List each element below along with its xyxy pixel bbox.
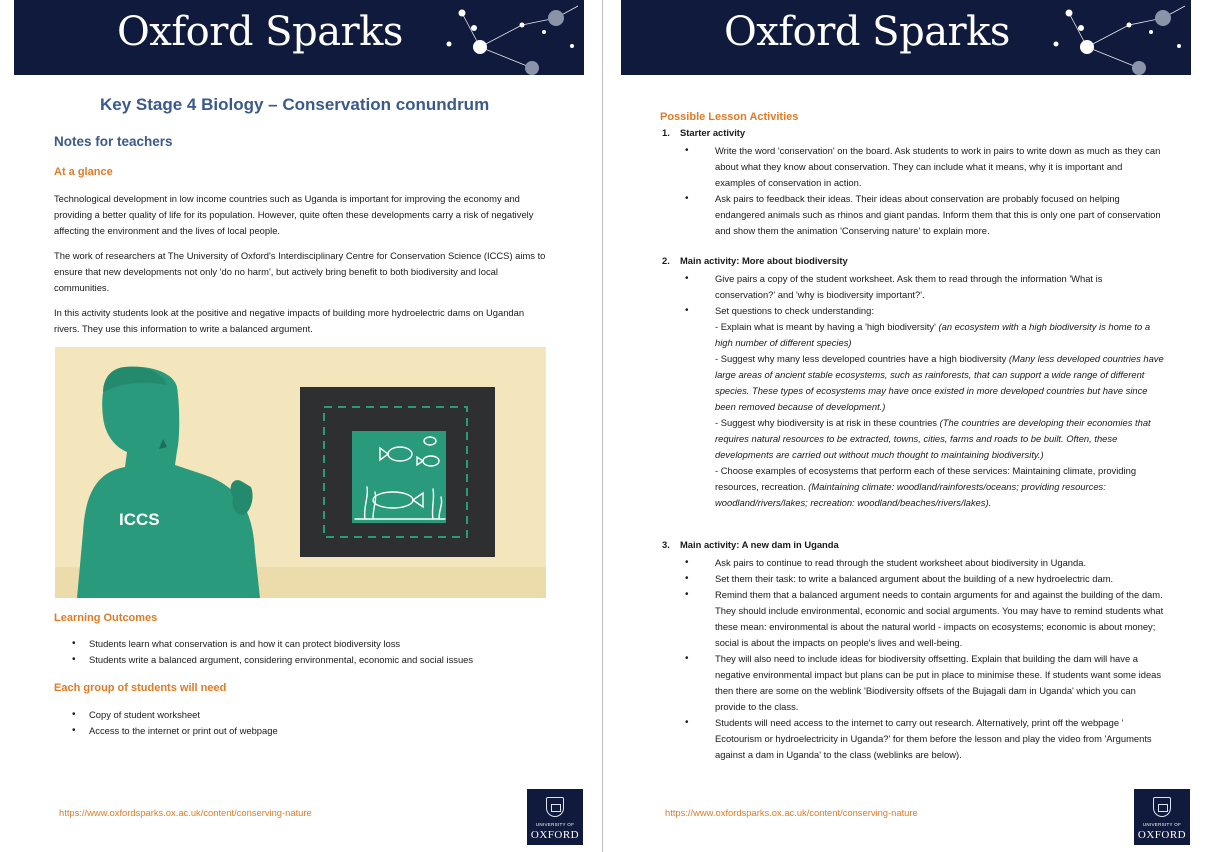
- header-banner: [621, 0, 1191, 75]
- question-1: - Explain what is meant by having a 'high biodiversity' (an ecosystem with a high biodiversity is home to a high number of different species): [715, 321, 1151, 348]
- activity-2-list: [685, 271, 1165, 511]
- list-item: • Remind them that a balanced argument needs to contain arguments for and against the building of the dam. They should include environmental, economic and social arguments. You may have to remind students what these mean: environmental is about the natural world - impacts on ecosystems; economic is about money; social is about the impacts on people's lives and well-being.: [685, 587, 1165, 651]
- oxford-university-logo: UNIVERSITY OF OXFORD: [527, 789, 583, 845]
- section-heading-at-a-glance: At a glance: [54, 166, 113, 178]
- activity-3-title: 3. Main activity: A new dam in Uganda: [662, 539, 839, 550]
- activity-1-list: [685, 143, 1165, 239]
- list-item: • Students will need access to the internet to carry out research. Alternatively, print off the webpage ' Ecotourism or hydroelectricity in Uganda?' for them before the lesson and play the video from 'Arguments against a dam in Uganda' to the class (weblinks are below).: [685, 715, 1165, 763]
- list-item: • Students learn what conservation is and how it can protect biodiversity loss: [72, 636, 552, 652]
- researcher-figure: [77, 367, 260, 598]
- brand-title: Oxford Sparks: [117, 9, 403, 55]
- question-4: - Choose examples of ecosystems that perform each of these services: Maintaining climate, providing resources, recreation. (Maintaining climate: woodland/rainforests/oceans; providing resources: woodland/rivers/lakes; recreation: woodland/beaches/rivers/lakes).: [715, 465, 1137, 508]
- list-item: • Write the word 'conservation' on the board. Ask students to work in pairs to write down as much as they can about what they know about conservation. They can include what it means, why it is important and examples of conservation in action.: [685, 143, 1165, 191]
- intro-paragraph-2: The work of researchers at The University of Oxford's Interdisciplinary Centre for Conservation Science (ICCS) aims to ensure that new developments not only 'do no harm', but actively bring benefit to both biodiversity and local communities.: [54, 250, 546, 293]
- list-item: • Copy of student worksheet: [72, 707, 552, 723]
- list-item: • Ask pairs to continue to read through the student worksheet about biodiversity in Uganda.: [685, 555, 1165, 571]
- list-item: • Set them their task: to write a balanced argument about the building of a new hydroelectric dam.: [685, 571, 1165, 587]
- activity-1-title: 1. Starter activity: [662, 127, 746, 138]
- question-3: - Suggest why biodiversity is at risk in these countries (The countries are developing their economies that requires natural resources to be extracted, towns, cities, farms and roads to be built. Often, these developments are carried out without much thought to maintaining biodiversity.): [715, 417, 1151, 460]
- header-banner: [14, 0, 584, 75]
- section-heading-learning-outcomes: Learning Outcomes: [54, 612, 158, 624]
- constellation-graphic: [1021, 0, 1191, 75]
- list-item: • Set questions to check understanding: - Explain what is meant by having a 'high biodiversity' (an ecosystem with a high biodiversity is home to a high number of different species) - Suggest why many less developed countries have a high biodiversity (Many less developed countries have large areas of ancient stable ecosystems, such as rainforests, that can support a wide range of different species. These types of ecosystems may have once existed in more developed countries but have since been removed because of development.) - Suggest why biodiversity is at risk in these countries (The countries are developing their economies that requires natural resources to be extracted, towns, cities, farms and roads to be built. Often, these developments are carried out without much thought to maintaining biodiversity.) - Choose examples of ecosystems that perform each of these services: Maintaining climate, providing resources, recreation. (Maintaining climate: woodland/rainforests/oceans; providing resources: woodland/rivers/lakes; recreation: woodland/beaches/rivers/lakes).: [685, 303, 1165, 511]
- list-item: • They will also need to include ideas for biodiversity offsetting. Explain that building the dam will have a negative environmental impact but plans can be put in place to minimise these. If students want some ideas then there are some on the weblink 'Biodiversity offsets of the Bujagali dam in Uganda' which you can provide to the class.: [685, 651, 1165, 715]
- conservation-illustration: [55, 347, 546, 598]
- list-item: • Ask pairs to feedback their ideas. Their ideas about conservation are probably focused on helping endangered animals such as rhinos and giant pandas. Inform them that this is only one part of conservation and show them the animation 'Conserving nature' to explain more.: [685, 191, 1165, 239]
- crest-icon: [1153, 797, 1171, 817]
- document-page-left: [0, 0, 602, 852]
- document-title: Key Stage 4 Biology – Conservation conundrum: [100, 95, 490, 114]
- page-divider: [602, 0, 603, 852]
- intro-paragraph-1: Technological development in low income countries such as Uganda is important for improving the economy and providing a better quality of life for its population. However, quite often these developments carry a risk of negatively affecting the environment and the lives of local people.: [54, 193, 534, 236]
- activity-3-list: [685, 555, 1165, 763]
- iccs-badge: ICCS: [119, 510, 160, 529]
- oxford-university-logo: UNIVERSITY OF OXFORD: [1134, 789, 1190, 845]
- list-item: • Students write a balanced argument, considering environmental, economic and social issues: [72, 652, 552, 668]
- question-2: - Suggest why many less developed countries have a high biodiversity (Many less developed countries have large areas of ancient stable ecosystems, such as rainforests, that can support a wide range of different species. These types of ecosystems may have once existed in more developed countries but have since been removed because of development.): [715, 353, 1164, 412]
- activity-2-title: 2. Main activity: More about biodiversity: [662, 255, 848, 266]
- intro-paragraph-3: In this activity students look at the positive and negative impacts of building more hydroelectric dams on Ugandan rivers. They use this information to write a balanced argument.: [54, 307, 525, 334]
- brand-title: Oxford Sparks: [724, 9, 1010, 55]
- section-heading-notes: Notes for teachers: [54, 134, 173, 149]
- footer-link[interactable]: https://www.oxfordsparks.ox.ac.uk/content/conserving-nature: [665, 807, 918, 818]
- document-page-right: [605, 0, 1206, 852]
- list-item: • Give pairs a copy of the student worksheet. Ask them to read through the information 'What is conservation?' and 'why is biodiversity important?'.: [685, 271, 1165, 303]
- group-needs-list: [72, 707, 552, 739]
- section-heading-group-needs: Each group of students will need: [54, 682, 227, 694]
- constellation-graphic: [414, 0, 584, 75]
- footer-link[interactable]: https://www.oxfordsparks.ox.ac.uk/content/conserving-nature: [59, 807, 312, 818]
- list-item: • Access to the internet or print out of webpage: [72, 723, 552, 739]
- learning-outcomes-list: [72, 636, 552, 668]
- section-heading-activities: Possible Lesson Activities: [660, 111, 799, 123]
- crest-icon: [546, 797, 564, 817]
